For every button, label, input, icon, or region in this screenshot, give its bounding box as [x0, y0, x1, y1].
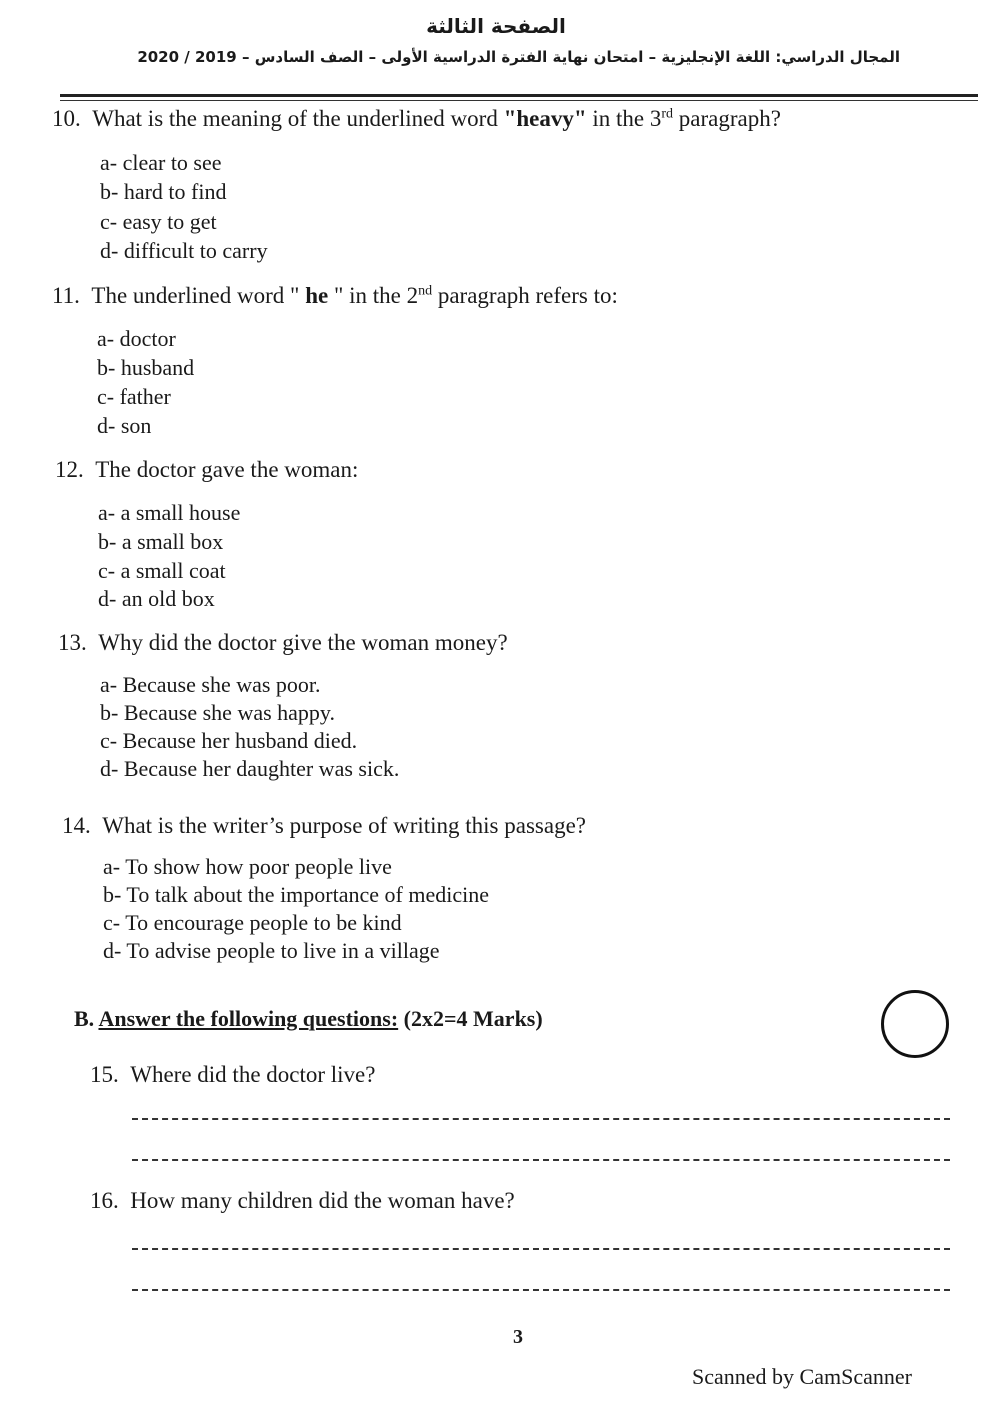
option-c[interactable]: c- easy to get — [100, 209, 217, 234]
option-c[interactable]: c- a small coat — [98, 558, 226, 583]
answer-line[interactable] — [132, 1248, 950, 1250]
option-b[interactable]: b- a small box — [98, 529, 224, 554]
score-circle — [881, 990, 949, 1058]
page-label: الصفحة الثالثة — [426, 14, 566, 38]
header-rule-thin — [60, 100, 978, 101]
header-rule-thick — [60, 94, 978, 97]
option-a[interactable]: a- doctor — [97, 326, 176, 351]
option-c[interactable]: c- Because her husband died. — [100, 728, 358, 753]
option-d[interactable]: d- an old box — [98, 586, 215, 611]
scanner-note: Scanned by CamScanner — [692, 1364, 912, 1389]
question-stem: 15. Where did the doctor live? — [90, 1062, 376, 1087]
question-stem: 16. How many children did the woman have? — [90, 1188, 515, 1213]
page-number: 3 — [513, 1326, 523, 1348]
question-stem: 11. The underlined word " he " in the 2nd paragraph refers to: — [52, 283, 618, 308]
option-b[interactable]: b- To talk about the importance of medicine — [103, 882, 489, 907]
option-a[interactable]: a- To show how poor people live — [103, 854, 392, 879]
question-stem: 12. The doctor gave the woman: — [55, 457, 359, 482]
question-stem: 10. What is the meaning of the underlined word "heavy" in the 3rd paragraph? — [52, 106, 781, 131]
subject-line: المجال الدراسي: اللغة الإنجليزية – امتحان نهاية الفترة الدراسية الأولى – الصف السادس – 2019 / 2020 — [137, 48, 900, 66]
option-b[interactable]: b- Because she was happy. — [100, 700, 335, 725]
option-a[interactable]: a- a small house — [98, 500, 241, 525]
answer-line[interactable] — [132, 1289, 950, 1291]
section-b-heading: B. Answer the following questions: (2x2=4 Marks) — [74, 1006, 543, 1031]
option-a[interactable]: a- clear to see — [100, 150, 222, 175]
option-d[interactable]: d- Because her daughter was sick. — [100, 756, 400, 781]
answer-line[interactable] — [132, 1118, 950, 1120]
answer-line[interactable] — [132, 1159, 950, 1161]
option-c[interactable]: c- father — [97, 384, 171, 409]
option-d[interactable]: d- To advise people to live in a village — [103, 938, 440, 963]
option-d[interactable]: d- son — [97, 413, 152, 438]
option-d[interactable]: d- difficult to carry — [100, 238, 268, 263]
question-stem: 14. What is the writer’s purpose of writing this passage? — [62, 813, 586, 838]
option-b[interactable]: b- hard to find — [100, 179, 227, 204]
option-c[interactable]: c- To encourage people to be kind — [103, 910, 402, 935]
option-a[interactable]: a- Because she was poor. — [100, 672, 321, 697]
option-b[interactable]: b- husband — [97, 355, 195, 380]
question-stem: 13. Why did the doctor give the woman money? — [58, 630, 508, 655]
